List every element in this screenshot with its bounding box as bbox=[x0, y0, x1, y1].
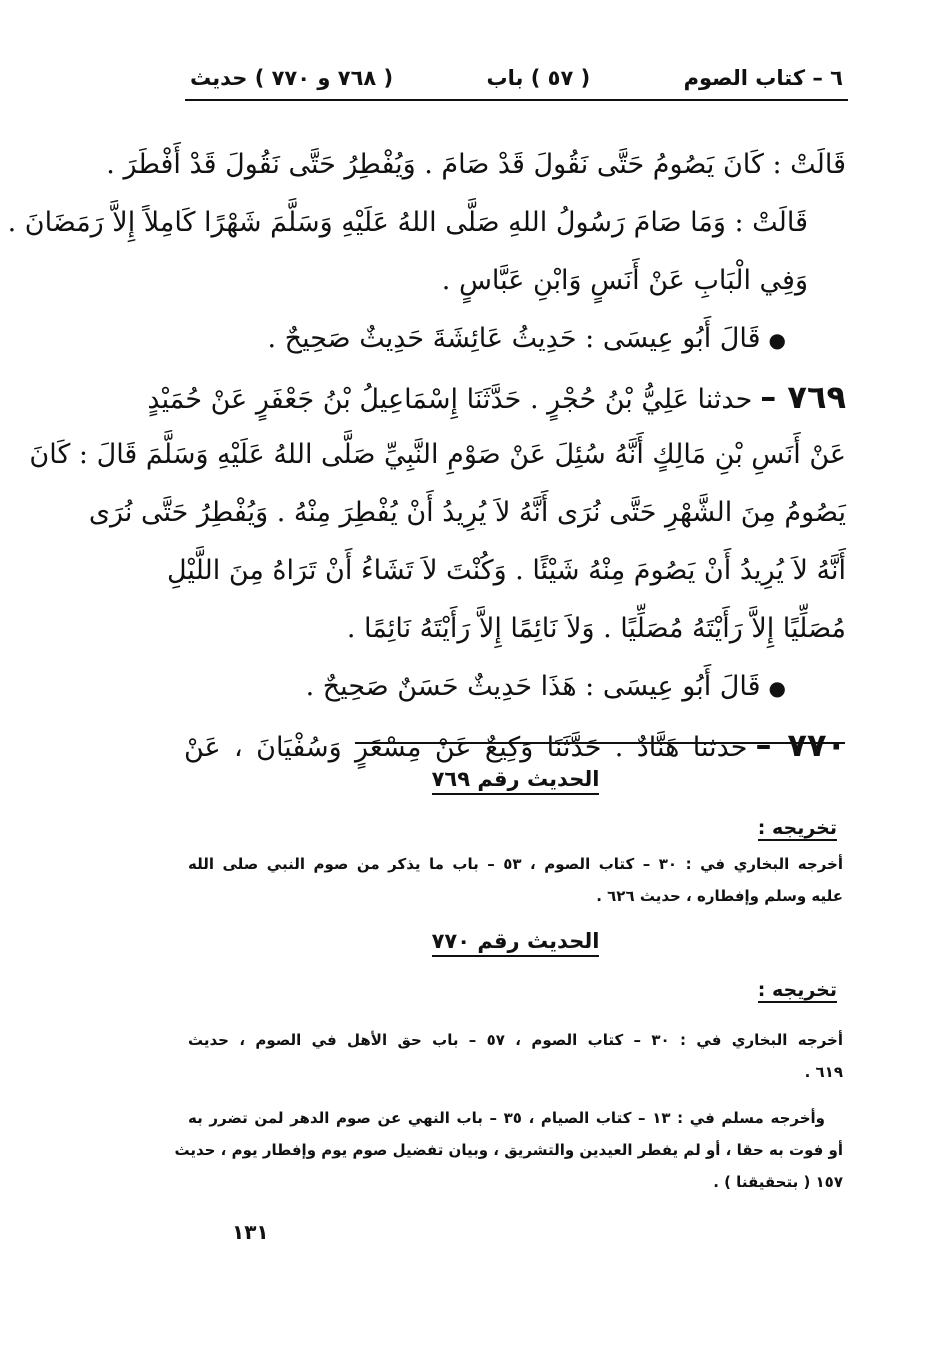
text-line: قَالَتْ : وَمَا صَامَ رَسُولُ اللهِ صَلَّى اللهُ عَلَيْهِ وَسَلَّمَ شَهْرًا كَامِلاً إِلاَّ رَمَضَانَ . bbox=[7, 207, 808, 238]
bullet-icon: ● bbox=[768, 676, 786, 700]
page-number: ١٣١ bbox=[232, 1220, 269, 1244]
hadith-number: ٧٧٠ – bbox=[755, 726, 846, 764]
footnote-line: أو فوت به حقا ، أو لم يفطر العيدين والتشريق ، وبيان تفضيل صوم يوم وإفطار يوم ، حديث bbox=[174, 1141, 843, 1159]
header-rule bbox=[185, 99, 848, 101]
main-text bbox=[7, 136, 846, 774]
hadith-770-start: ٧٧٠ –حدثنا هَنَّادٌ . حَدَّثَنَا وَكِيعٌ عَنْ مِسْعَرٍ وَسُفْيَانَ ، عَنْ bbox=[184, 726, 846, 764]
footnote-line: وأخرجه مسلم في : ١٣ – كتاب الصيام ، ٣٥ – باب النهي عن صوم الدهر لمن تضرر به bbox=[188, 1109, 825, 1127]
commentary-line: ●قَالَ أَبُو عِيسَى : حَدِيثُ عَائِشَةَ حَدِيثٌ صَحِيحٌ . bbox=[267, 323, 786, 354]
hadith-769-start: ٧٦٩ –حدثنا عَلِيُّ بْنُ حُجْرٍ . حَدَّثَنَا إِسْمَاعِيلُ بْنُ جَعْفَرٍ عَنْ حُمَيْدٍ bbox=[147, 378, 846, 416]
text-line: وَفِي الْبَابِ عَنْ أَنَسٍ وَابْنِ عَبَّاسٍ . bbox=[441, 265, 808, 296]
takhrij-label-770: تخريجه : bbox=[757, 979, 837, 1001]
text-line: أَنَّهُ لاَ يُرِيدُ أَنْ يَصُومَ مِنْهُ شَيْئًا . وَكُنْتَ لاَ تَشَاءُ أَنْ تَرَاهُ مِنَ اللَّيْلِ bbox=[166, 555, 846, 586]
footnote-line: عليه وسلم وإفطاره ، حديث ٦٢٦ . bbox=[596, 887, 843, 905]
footnote-line: ١٥٧ ( بتحقيقنا ) . bbox=[713, 1173, 843, 1191]
text-line: مُصَلِّيًا إِلاَّ رَأَيْتَهُ مُصَلِّيًا . وَلاَ نَائِمًا إِلاَّ رَأَيْتَهُ نَائِمًا . bbox=[346, 613, 846, 644]
text-line: قَالَتْ : كَانَ يَصُومُ حَتَّى نَقُولَ قَدْ صَامَ . وَيُفْطِرُ حَتَّى نَقُولَ قَدْ أَفْطَرَ . bbox=[106, 149, 846, 180]
running-header bbox=[190, 60, 843, 96]
footnote-title-770: الحديث رقم ٧٧٠ bbox=[188, 922, 843, 960]
footnotes bbox=[174, 760, 843, 1198]
footnote-divider bbox=[355, 742, 845, 744]
text-line: يَصُومُ مِنَ الشَّهْرِ حَتَّى نُرَى أَنَّهُ لاَ يُرِيدُ أَنْ يُفْطِرَ مِنْهُ . وَيُفْطِرُ حَتَّى نُرَى bbox=[88, 497, 846, 528]
commentary-line: ●قَالَ أَبُو عِيسَى : هَذَا حَدِيثٌ حَسَنٌ صَحِيحٌ . bbox=[305, 671, 786, 702]
header-hadith-range: ( ٧٦٨ و ٧٧٠ ) حديث bbox=[190, 66, 394, 90]
takhrij-label-769: تخريجه : bbox=[757, 817, 837, 839]
bullet-icon: ● bbox=[768, 328, 786, 352]
hadith-number: ٧٦٩ – bbox=[760, 378, 846, 416]
footnote-line: أخرجه البخاري في : ٣٠ – كتاب الصوم ، ٥٣ – باب ما يذكر من صوم النبي صلى الله bbox=[188, 855, 843, 873]
footnote-title-769: الحديث رقم ٧٦٩ bbox=[188, 760, 843, 798]
footnote-line: أخرجه البخاري في : ٣٠ – كتاب الصوم ، ٥٧ – باب حق الأهل في الصوم ، حديث bbox=[188, 1031, 843, 1049]
header-book-title: ٦ – كتاب الصوم bbox=[683, 66, 843, 90]
header-chapter: ( ٥٧ ) باب bbox=[486, 66, 591, 90]
text-line: عَنْ أَنَسِ بْنِ مَالِكٍ أَنَّهُ سُئِلَ عَنْ صَوْمِ النَّبِيِّ صَلَّى اللهُ عَلَيْهِ وَسَلَّمَ قَالَ : كَانَ bbox=[29, 439, 846, 470]
footnote-line: ٦١٩ . bbox=[804, 1063, 843, 1081]
